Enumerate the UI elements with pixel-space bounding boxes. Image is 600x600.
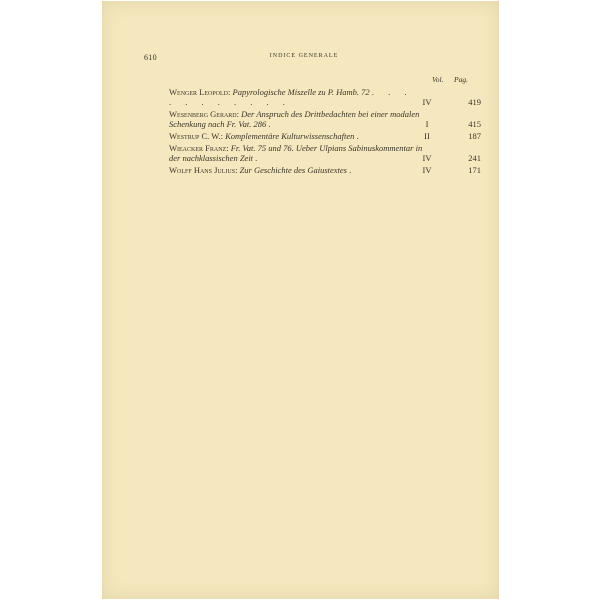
leader-dots: . . . . . . . . . . .	[169, 87, 413, 107]
entry-title: Der Anspruch des Drittbedachten bei einer modalen Schenkung nach Fr. Vat. 286	[169, 109, 420, 129]
entry-title: Papyrologische Miszelle zu P. Hamb. 72	[232, 87, 370, 97]
running-head: INDICE GENERALE	[269, 53, 339, 59]
pag-column-header: Pag.	[454, 75, 468, 84]
entry-volume: IV	[422, 153, 432, 163]
vol-column-header: Vol.	[432, 75, 444, 84]
entry-page: 171	[468, 165, 481, 175]
entry-author: Wenger Leopold	[169, 87, 229, 97]
entry-title: Fr. Vat. 75 und 76. Ueber Ulpians Sabinuskommentar in der nachklassischen Zeit	[169, 143, 423, 163]
leader-dots: .	[255, 153, 264, 163]
entry-author: Westrup C. W.	[169, 131, 221, 141]
index-entry: Wieacker Franz: Fr. Vat. 75 und 76. Ueber Ulpians Sabinuskommentar in der nachklassischen Zeit . IV 241	[169, 143, 481, 163]
entry-author: Wolff Hans Julius	[169, 165, 236, 175]
column-headers	[432, 75, 474, 85]
entry-volume: IV	[422, 165, 432, 175]
page-header	[144, 53, 464, 65]
entry-page: 419	[468, 97, 481, 107]
entry-volume: IV	[422, 97, 432, 107]
entry-volume: II	[424, 131, 430, 141]
entry-page: 187	[468, 131, 481, 141]
leader-dots: .	[349, 165, 358, 175]
leader-dots: .	[268, 119, 277, 129]
book-page	[102, 1, 499, 599]
leader-dots: .	[356, 131, 365, 141]
entry-page: 415	[468, 119, 481, 129]
page-number: 610	[144, 53, 157, 62]
entry-volume: I	[425, 119, 429, 129]
index-entry: Wenger Leopold: Papyrologische Miszelle zu P. Hamb. 72 . . . . . . . . . . . IV 419	[169, 87, 481, 107]
entry-author: Wesenberg Gerard	[169, 109, 237, 119]
index-entries	[169, 87, 481, 177]
entry-title: Komplementäre Kulturwissenschaften	[225, 131, 355, 141]
index-entry: Westrup C. W.: Komplementäre Kulturwissenschaften . II 187	[169, 131, 481, 141]
entry-author: Wieacker Franz	[169, 143, 227, 153]
entry-page: 241	[468, 153, 481, 163]
index-entry: Wolff Hans Julius: Zur Geschichte des Gaiustextes . IV 171	[169, 165, 481, 175]
index-entry: Wesenberg Gerard: Der Anspruch des Drittbedachten bei einer modalen Schenkung nach Fr. Vat. 286 . I 415	[169, 109, 481, 129]
entry-title: Zur Geschichte des Gaiustextes	[239, 165, 347, 175]
